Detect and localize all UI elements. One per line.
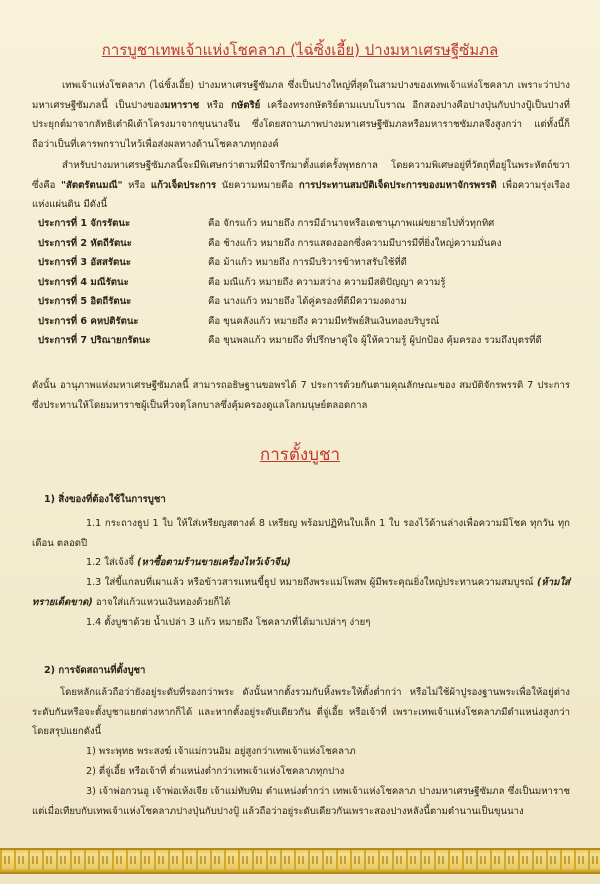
intro-p2-text-c: หรือ — [122, 179, 151, 191]
intro-p2-text-d: นัยความหมายคือ — [216, 179, 299, 191]
gem-label: ประการที่ 7 ปริณายกรัตนะ — [38, 335, 151, 346]
item-1-2-text: 1.2 ใส่เจ้งจี้ — [86, 557, 138, 568]
seven-gems-list — [38, 214, 578, 351]
gem-description: คือ ช้างแก้ว หมายถึง การแสดงออกซึ่งความมีบารมีที่ยิ่งใหญ่ความมั่นคง — [208, 237, 502, 249]
gem-label: ประการที่ 3 อัสสรัตนะ — [38, 257, 131, 268]
list-item — [38, 234, 578, 254]
gem-description: คือ มณีแก้ว หมายถึง ความสว่าง ความมีสติปัญญา ความรู้ — [208, 276, 446, 288]
intro-p1-text-d: เครื่องทรงกษัตริย์ตามแบบโบราณ อีกสองปางคือปางปุ่นกับปางปู้เป็นปางที่ประยุกต์มาจากลัทธิเต๋าผีเต้าโครงมาจากขุนนางจีน ซึ่งโดยสถานภาพปางมหาเศรษฐีซัมภลหรือมหาราชซัมภลจึงสูงกว่า แต่ทั้งนี้ก็ถือว่าเป็นที่เคารพกราบไหว้เพื่อส่งผลทางด้านโชคลาภทุกองค์ — [32, 99, 570, 150]
gem-label: ประการที่ 2 หัตถีรัตนะ — [38, 237, 132, 249]
gem-description: คือ ขุนพลแก้ว หมายถึง ที่ปรึกษาคู่ใจ ผู้ให้ความรู้ ผู้ปกป้อง คุ้มครอง รวมถึงบุตรที่ดี — [208, 335, 542, 346]
list-item — [38, 273, 578, 293]
intro-p2-text-e: เพื่อความรุ่งเรืองแห่งแผ่นดิน มีดังนี้ — [32, 179, 570, 210]
intro-paragraph-2 — [32, 156, 570, 215]
item-1-1: 1.1 กระถางธูป 1 ใบ ให้ใส่เหรียญสตางค์ 8 เหรียญ พร้อมปฏิทินใบเล็ก 1 ใบ รองไว้ด้านล่างเพื่อความมีโชค ทุกวัน ทุกเดือน ตลอดปี — [32, 518, 570, 549]
item-1-3-warning: (ห้ามใส่ทรายเด็ดขาด) — [32, 577, 570, 608]
intro-p1-bold-kasat: กษัตริย์ — [231, 99, 261, 111]
list-item — [38, 292, 578, 312]
list-item — [38, 312, 578, 332]
list-item — [38, 214, 578, 234]
item-1-4: 1.4 ตั้งบูชาด้วย น้ำเปล่า 3 แก้ว หมายถึง โชคลาภที่ได้มาเปล่าๆ ง่ายๆ — [86, 617, 371, 628]
intro-p2-bold-sattaratana: "สัตตรัตนมณี" — [60, 179, 123, 191]
gem-description: คือ ม้าแก้ว หมายถึง การมีบริวารข้าทาสรับใช้ที่ดี — [208, 257, 407, 268]
placement-paragraph: โดยหลักแล้วถือว่ายังอยู่ระดับที่รองกว่าพระ ดังนั้นหากตั้งรวมกับหิ้งพระให้ตั้งต่ำกว่า หรือไม่ใช้ผ้าปูรองฐานพระเพื่อให้อยู่ต่างระดับกันหรือจะตั้งบูชาแยกต่างหากก็ได้ และหากตั้งอยู่ระดับเดียวกัน ตี่จู่เอี้ย หรือเจ้าที่ เพราะเทพเจ้าแห่งโชคลาภมีตำแหน่งสูงกว่า โดยสรุปแยกดังนี้ — [32, 687, 570, 737]
subheading-items-needed: 1) สิ่งของที่ต้องใช้ในการบูชา — [44, 494, 166, 505]
gem-description: คือ ขุนคลังแก้ว หมายถึง ความมีทรัพย์สินเงินทองบริบูรณ์ — [208, 315, 440, 327]
intro-p1-text-c: หรือ — [199, 99, 232, 111]
decorative-gold-border — [0, 848, 600, 874]
conclusion-paragraph: ดังนั้น อานุภาพแห่งมหาเศรษฐีซัมภลนี้ สามารถอธิษฐานขอพรได้ 7 ประการด้วยกันตามคุณลักษณะของ สมบัติจักรพรรดิ 7 ประการ ซึ่งประทานให้โดยมหาราชผู้เป็นที่วจตุโลกบาลซึ่งคุ้มครองดูแลโลกมนุษย์ตลอดกาล — [32, 380, 570, 411]
gem-description: คือ จักรแก้ว หมายถึง การมีอำนาจหรือเดชานุภาพแผ่ขยายไปทั่วทุกทิศ — [208, 218, 495, 229]
gem-label: ประการที่ 6 คหปติรัตนะ — [38, 315, 139, 327]
item-1-2 — [86, 553, 566, 573]
placement-item-3: 3) เจ้าพ่อกวนอู เจ้าพ่อเห้งเจีย เจ้าแม่ทับทิม ตำแหน่งต่ำกว่า เทพเจ้าแห่งโชคลาภ ปางมหาเศรษฐีซัมภล ซึ่งเป็นมหาราชแต่เมื่อเทียบกับเทพเจ้าแห่งโชคลาภปางปุ่นกับปางปู้ แล้วถือว่าอยู่ระดับเดียวกันเพราะสองปางหลังนี้ตามตำนานเป็นขุนนาง — [32, 786, 570, 817]
item-1-3-text-a: 1.3 ใส่ขี้แกลบที่เผาแล้ว หรือข้าวสารแทนขี้ธูป หมายถึงพระแม่โพสพ ผู้มีพระคุณยิ่งใหญ่ประทานความสมบูรณ์ — [86, 577, 538, 588]
list-item — [38, 253, 578, 273]
gem-label: ประการที่ 5 อิตถีรัตนะ — [38, 296, 132, 307]
intro-p2-bold-kaew7: แก้วเจ็ดประการ — [150, 179, 217, 191]
intro-p1-bold-maharaj: มหาราช — [164, 99, 200, 111]
placement-item-1: 1) พระพุทธ พระสงฆ์ เจ้าแม่กวนอิม อยู่สูงกว่าเทพเจ้าแห่งโชคลาภ — [86, 746, 356, 757]
intro-p2-text-a: สำหรับปางมหาเศรษฐีซัมภลนี้จะมีพิเศษกว่าตามที่มีจารึกมาตั้งแต่ครั้งพุทธกาล โดยความพิเศษอยู่ที่วัตถุที่อยู่ในพระหัตถ์ขวา ซึ่งคือ — [32, 160, 570, 191]
gem-label: ประการที่ 4 มณีรัตนะ — [38, 276, 129, 288]
document-title: การบูชาเทพเจ้าแห่งโชคลาภ (ไฉ่ซิ้งเอี้ย) ปางมหาเศรษฐีซัมภล — [101, 41, 499, 59]
section-title-setup: การตั้งบูชา — [259, 445, 341, 465]
subheading-placement: 2) การจัดสถานที่ตั้งบูชา — [44, 665, 146, 676]
placement-item-2: 2) ตี่จู่เอี้ย หรือเจ้าที่ ต่ำแหน่งต่ำกว่าเทพเจ้าแห่งโชคลาภทุกปาง — [86, 766, 345, 777]
item-1-3 — [32, 573, 570, 612]
list-item — [38, 331, 578, 351]
intro-p1-text-a: เทพเจ้าแห่งโชคลาภ (ไฉ่ซิ้งเอี้ย) ปางมหาเศรษฐีซัมภล ซึ่งเป็นปางใหญ่ที่สุดในสามปางของเทพเจ้าแห่งโชคลาภ เพราะว่าปางมหาเศรษฐีซัมภลนี้ เป็นปางของ — [32, 80, 570, 111]
gem-label: ประการที่ 1 จักรรัตนะ — [38, 218, 131, 229]
intro-paragraph-1 — [32, 76, 570, 154]
item-1-2-note: (หาซื้อตามร้านขายเครื่องไหว้เจ้าจีน) — [137, 557, 291, 568]
intro-p2-bold-pratan: การประทานสมบัติเจ็ดประการของมหาจักรพรรดิ — [298, 179, 497, 191]
gem-description: คือ นางแก้ว หมายถึง ได้คู่ครองที่ดีมีความงดงาม — [208, 296, 407, 307]
item-1-3-text-c: อาจใส่แก้วแหวนเงินทองด้วยก็ได้ — [92, 596, 231, 608]
